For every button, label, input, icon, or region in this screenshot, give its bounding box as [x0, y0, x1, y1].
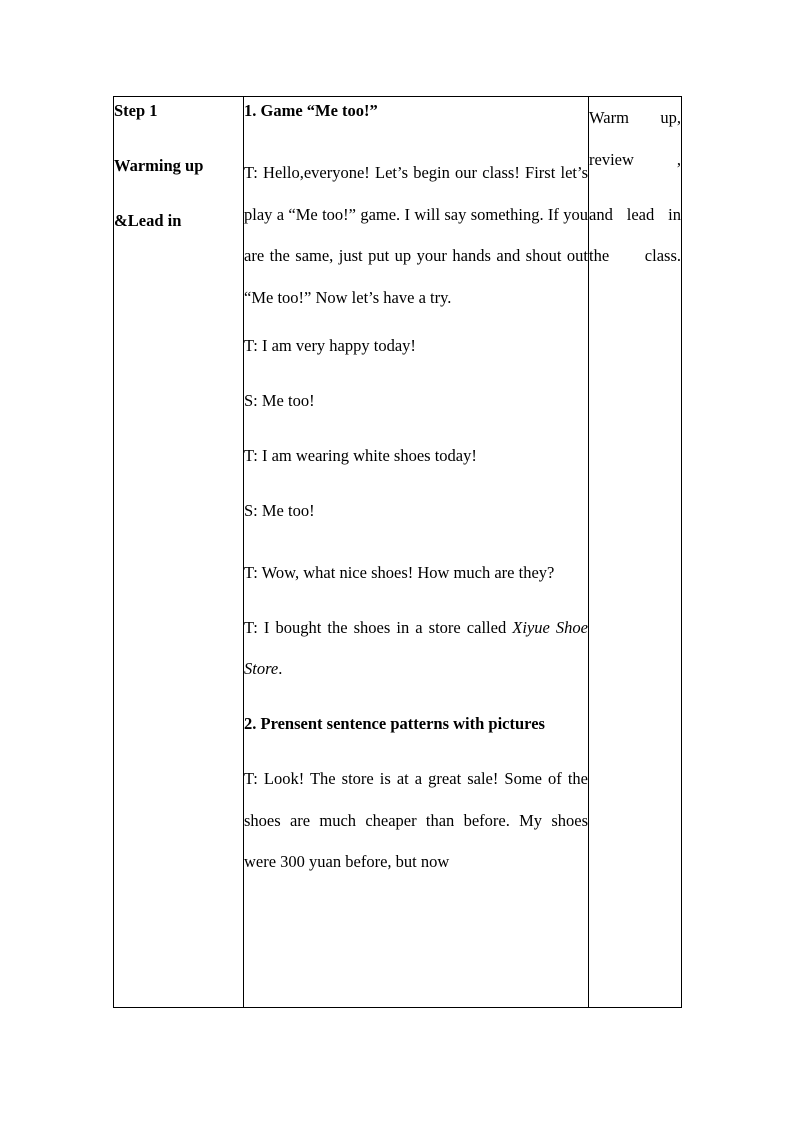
step-subtitle: &Lead in	[114, 211, 182, 230]
pattern-heading: 2. Prensent sentence patterns with pictures	[244, 714, 545, 733]
store-line-prefix: T: I bought the shoes in a store called	[244, 617, 513, 637]
step-number: Step 1	[114, 101, 158, 120]
table-row	[114, 97, 682, 1008]
store-name: Xiyue Shoe Store	[244, 617, 588, 678]
dialogue-line: S: Me too!	[244, 390, 315, 410]
dialogue-line: S: Me too!	[244, 500, 315, 520]
dialogue-line: T: Wow, what nice shoes! How much are they?	[244, 562, 555, 582]
purpose-cell	[589, 97, 682, 1008]
step-cell	[114, 97, 244, 1008]
store-line	[244, 607, 588, 690]
lesson-plan-table	[113, 96, 682, 1008]
purpose-line-1: Warm up, review ,	[589, 108, 681, 169]
purpose-line-2: and lead in the class.	[589, 204, 681, 265]
step-title: Warming up	[114, 156, 204, 175]
dialogue-line: T: I am wearing white shoes today!	[244, 445, 477, 465]
store-line-suffix: .	[278, 659, 283, 678]
intro-paragraph: T: Hello,everyone! Let’s begin our class! First let’s play a “Me too!” game. I will say something. If you are the same, just put up your hands and shout out “Me too!” Now let’s have a try.	[244, 163, 588, 307]
procedure-cell	[244, 97, 589, 1008]
dialogue-line: T: I am very happy today!	[244, 335, 416, 355]
sale-paragraph: T: Look! The store is at a great sale! Some of the shoes are much cheaper than before. My shoes were 300 yuan before, but now	[244, 769, 588, 871]
game-heading: 1. Game “Me too!”	[244, 101, 378, 120]
